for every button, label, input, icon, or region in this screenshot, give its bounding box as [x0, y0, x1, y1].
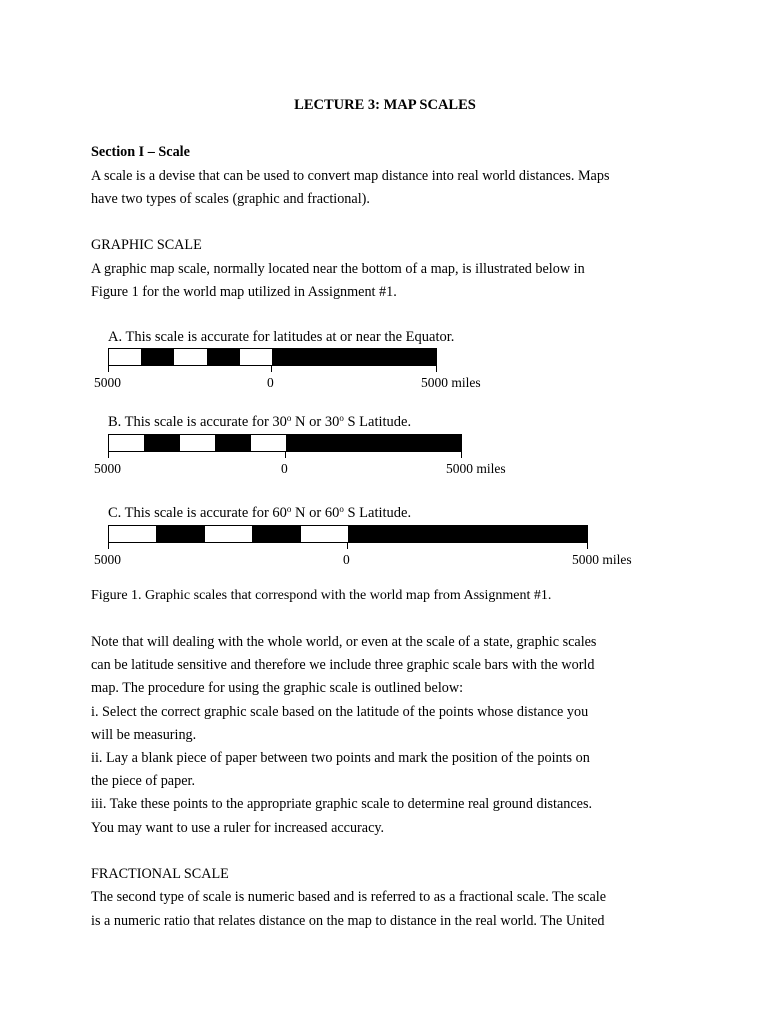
paragraph-line: Note that will dealing with the whole world, or even at the scale of a state, graphic scales — [91, 634, 597, 650]
scale-tick — [436, 366, 437, 372]
scale-tick — [108, 366, 109, 372]
scale-b-left-label: 5000 — [94, 461, 121, 476]
scale-c-caption: C. This scale is accurate for 60$^o$ N or 60$^o$ S Latitude. — [108, 504, 412, 521]
scale-segment — [156, 526, 205, 542]
paragraph-line: You may want to use a ruler for increased accuracy. — [91, 820, 385, 836]
scale-segment — [109, 349, 141, 365]
paragraph-line: The second type of scale is numeric based and is referred to as a fractional scale. The scale — [91, 889, 606, 905]
scale-segment — [301, 526, 348, 542]
list-item: iii. Take these points to the appropriate graphic scale to determine real ground distances. — [91, 796, 593, 812]
scale-c-left-label: 5000 — [94, 552, 121, 567]
scale-segment — [144, 435, 180, 451]
scale-tick — [587, 543, 588, 549]
list-item: ii. Lay a blank piece of paper between two points and mark the position of the points on — [91, 750, 590, 766]
paragraph-line: is a numeric ratio that relates distance on the map to distance in the real world. The United — [91, 913, 605, 929]
list-item: i. Select the correct graphic scale based on the latitude of the points whose distance you — [91, 704, 589, 720]
scale-b-zero-label: 0 — [281, 461, 288, 476]
paragraph-line: will be measuring. — [91, 727, 197, 743]
scale-b-right-label: 5000 miles — [446, 461, 506, 476]
scale-segment — [109, 526, 156, 542]
scale-segment — [252, 526, 301, 542]
scale-c-zero-label: 0 — [343, 552, 350, 567]
scale-b-caption: B. This scale is accurate for 30$^o$ N or 30$^o$ S Latitude. — [108, 413, 412, 430]
scale-segment — [272, 349, 436, 365]
figure-caption: Figure 1. Graphic scales that correspond with the world map from Assignment #1. — [91, 588, 552, 603]
paragraph-line: can be latitude sensitive and therefore we include three graphic scale bars with the world — [91, 657, 595, 673]
scale-tick — [347, 543, 348, 549]
scale-segment — [215, 435, 251, 451]
scale-segment — [109, 435, 144, 451]
scale-segment — [207, 349, 240, 365]
scale-segment — [240, 349, 272, 365]
scale-b-bar — [108, 434, 462, 452]
section-heading: Section I – Scale — [91, 144, 190, 160]
scale-segment — [174, 349, 207, 365]
paragraph-line: map. The procedure for using the graphic scale is outlined below: — [91, 680, 464, 696]
scale-a-zero-label: 0 — [267, 375, 274, 390]
scale-tick — [461, 452, 462, 458]
scale-tick — [285, 452, 286, 458]
scale-tick — [271, 366, 272, 372]
paragraph-line: A graphic map scale, normally located near the bottom of a map, is illustrated below in — [91, 261, 585, 277]
page-title: LECTURE 3: MAP SCALES — [294, 97, 476, 113]
scale-segment — [205, 526, 252, 542]
scale-segment — [141, 349, 174, 365]
scale-tick — [108, 543, 109, 549]
scale-segment — [348, 526, 587, 542]
scale-a-left-label: 5000 — [94, 375, 121, 390]
scale-c-right-label: 5000 miles — [572, 552, 632, 567]
scale-a-bar — [108, 348, 437, 366]
subsection-heading: GRAPHIC SCALE — [91, 237, 202, 253]
scale-a-right-label: 5000 miles — [421, 375, 481, 390]
scale-segment — [251, 435, 286, 451]
scale-a-caption: A. This scale is accurate for latitudes at or near the Equator. — [108, 329, 455, 345]
paragraph-line: the piece of paper. — [91, 773, 195, 789]
paragraph-line: Figure 1 for the world map utilized in Assignment #1. — [91, 284, 397, 300]
scale-segment — [180, 435, 215, 451]
paragraph-line: have two types of scales (graphic and fractional). — [91, 191, 370, 207]
subsection-heading: FRACTIONAL SCALE — [91, 866, 229, 882]
scale-segment — [286, 435, 461, 451]
scale-c-bar — [108, 525, 588, 543]
paragraph-line: A scale is a devise that can be used to convert map distance into real world distances. Maps — [91, 168, 610, 184]
scale-tick — [108, 452, 109, 458]
